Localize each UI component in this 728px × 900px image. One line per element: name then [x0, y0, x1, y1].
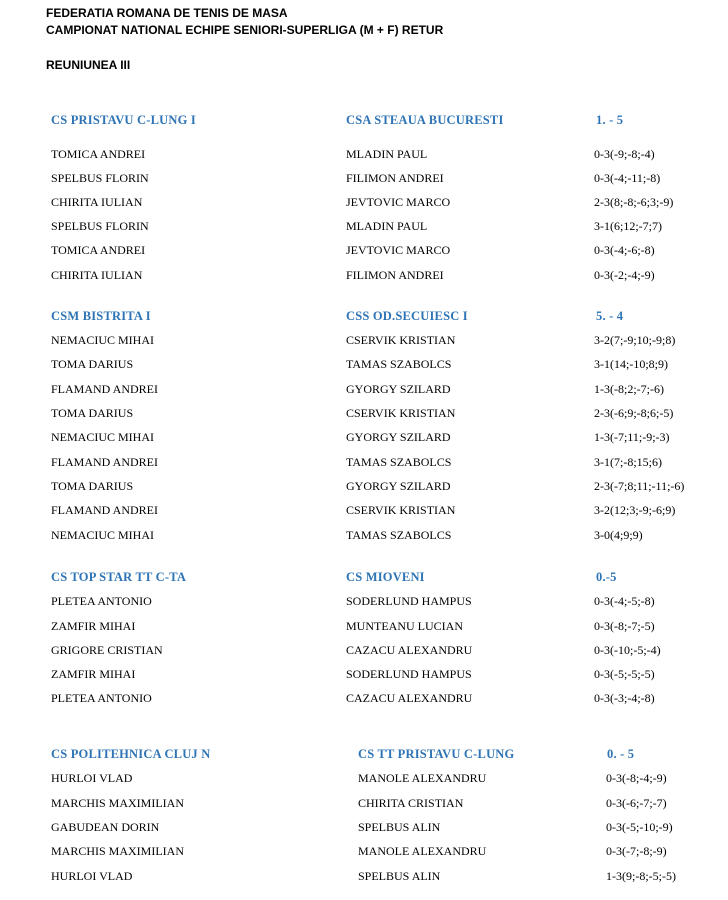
game-row [0, 217, 728, 235]
match-score: 0.-5 [596, 570, 617, 584]
away-player: FILIMON ANDREI [346, 268, 444, 282]
game-result: 3-2(7;-9;10;-9;8) [594, 333, 676, 347]
home-team: CS TOP STAR TT C-TA [51, 570, 187, 584]
game-result: 2-3(-7;8;11;-11;-6) [594, 479, 685, 493]
game-row [0, 592, 728, 610]
game-row [0, 689, 728, 707]
game-row [0, 665, 728, 683]
federation-title: FEDERATIA ROMANA DE TENIS DE MASA [46, 6, 288, 20]
game-result: 0-3(-10;-5;-4) [594, 643, 661, 657]
game-row [0, 477, 728, 495]
home-player: TOMA DARIUS [51, 406, 134, 420]
game-row [0, 818, 728, 836]
game-result: 3-2(12;3;-9;-6;9) [594, 503, 676, 517]
game-row [0, 501, 728, 519]
home-player: FLAMAND ANDREI [51, 503, 159, 517]
game-result: 2-3(8;-8;-6;3;-9) [594, 195, 674, 209]
game-row [0, 169, 728, 187]
away-player: CHIRITA CRISTIAN [358, 796, 464, 810]
home-player: TOMICA ANDREI [51, 243, 146, 257]
match-score: 1. - 5 [596, 113, 624, 127]
home-player: ZAMFIR MIHAI [51, 667, 136, 681]
home-player: CHIRITA IULIAN [51, 268, 143, 282]
championship-title: CAMPIONAT NATIONAL ECHIPE SENIORI-SUPERLIGA (M + F) RETUR [46, 23, 444, 37]
home-team: CSM BISTRITA I [51, 309, 151, 323]
away-player: TAMAS SZABOLCS [346, 528, 452, 542]
home-player: FLAMAND ANDREI [51, 382, 159, 396]
game-row [0, 266, 728, 284]
game-result: 3-1(14;-10;8;9) [594, 357, 668, 371]
away-player: MANOLE ALEXANDRU [358, 771, 487, 785]
game-result: 0-3(-2;-4;-9) [594, 268, 655, 282]
home-player: PLETEA ANTONIO [51, 691, 152, 705]
home-player: GRIGORE CRISTIAN [51, 643, 163, 657]
game-result: 3-1(6;12;-7;7) [594, 219, 662, 233]
team-heading-row [0, 568, 728, 586]
game-result: 0-3(-4;-5;-8) [594, 594, 655, 608]
home-player: SPELBUS FLORIN [51, 171, 149, 185]
home-player: PLETEA ANTONIO [51, 594, 152, 608]
home-player: NEMACIUC MIHAI [51, 430, 154, 444]
game-row [0, 794, 728, 812]
game-row [0, 355, 728, 373]
home-player: HURLOI VLAD [51, 771, 133, 785]
game-result: 0-3(-8;-4;-9) [606, 771, 667, 785]
game-result: 0-3(-5;-10;-9) [606, 820, 673, 834]
game-row [0, 193, 728, 211]
game-result: 1-3(-7;11;-9;-3) [594, 430, 670, 444]
team-heading-row [0, 745, 728, 763]
match-score: 5. - 4 [596, 309, 624, 323]
away-team: CS TT PRISTAVU C-LUNG [358, 747, 515, 761]
game-row [0, 769, 728, 787]
game-row [0, 617, 728, 635]
game-result: 0-3(-4;-6;-8) [594, 243, 655, 257]
game-row [0, 526, 728, 544]
away-player: MLADIN PAUL [346, 219, 428, 233]
game-result: 0-3(-5;-5;-5) [594, 667, 655, 681]
game-result: 0-3(-6;-7;-7) [606, 796, 667, 810]
home-team: CS PRISTAVU C-LUNG I [51, 113, 196, 127]
meeting-title: REUNIUNEA III [46, 58, 131, 72]
away-player: CSERVIK KRISTIAN [346, 333, 456, 347]
away-player: SODERLUND HAMPUS [346, 667, 472, 681]
home-player: CHIRITA IULIAN [51, 195, 143, 209]
away-player: JEVTOVIC MARCO [346, 243, 451, 257]
away-player: CAZACU ALEXANDRU [346, 691, 473, 705]
game-row [0, 241, 728, 259]
game-row [0, 641, 728, 659]
home-player: TOMICA ANDREI [51, 147, 146, 161]
away-player: SPELBUS ALIN [358, 820, 441, 834]
game-result: 1-3(-8;2;-7;-6) [594, 382, 664, 396]
away-player: TAMAS SZABOLCS [346, 357, 452, 371]
home-player: ZAMFIR MIHAI [51, 619, 136, 633]
game-result: 0-3(-7;-8;-9) [606, 844, 667, 858]
game-row [0, 404, 728, 422]
away-player: GYORGY SZILARD [346, 479, 451, 493]
away-team: CSA STEAUA BUCURESTI [346, 113, 504, 127]
game-result: 1-3(9;-8;-5;-5) [606, 869, 676, 883]
away-team: CSS OD.SECUIESC I [346, 309, 468, 323]
home-player: FLAMAND ANDREI [51, 455, 159, 469]
game-row [0, 842, 728, 860]
team-heading-row [0, 307, 728, 325]
away-player: TAMAS SZABOLCS [346, 455, 452, 469]
away-player: GYORGY SZILARD [346, 430, 451, 444]
away-player: CSERVIK KRISTIAN [346, 503, 456, 517]
match-score: 0. - 5 [607, 747, 635, 761]
game-result: 0-3(-9;-8;-4) [594, 147, 655, 161]
game-result: 3-1(7;-8;15;6) [594, 455, 662, 469]
game-row [0, 331, 728, 349]
game-row [0, 428, 728, 446]
home-player: MARCHIS MAXIMILIAN [51, 844, 185, 858]
game-row [0, 380, 728, 398]
game-row [0, 453, 728, 471]
game-result: 0-3(-8;-7;-5) [594, 619, 655, 633]
away-player: CSERVIK KRISTIAN [346, 406, 456, 420]
team-heading-row [0, 111, 728, 129]
home-player: SPELBUS FLORIN [51, 219, 149, 233]
home-player: HURLOI VLAD [51, 869, 133, 883]
game-result: 0-3(-4;-11;-8) [594, 171, 661, 185]
away-player: SPELBUS ALIN [358, 869, 441, 883]
home-player: MARCHIS MAXIMILIAN [51, 796, 185, 810]
away-player: GYORGY SZILARD [346, 382, 451, 396]
home-player: TOMA DARIUS [51, 357, 134, 371]
game-result: 0-3(-3;-4;-8) [594, 691, 655, 705]
game-row [0, 145, 728, 163]
game-result: 3-0(4;9;9) [594, 528, 643, 542]
away-team: CS MIOVENI [346, 570, 425, 584]
away-player: MUNTEANU LUCIAN [346, 619, 463, 633]
away-player: MANOLE ALEXANDRU [358, 844, 487, 858]
game-row [0, 867, 728, 885]
home-player: NEMACIUC MIHAI [51, 528, 154, 542]
away-player: MLADIN PAUL [346, 147, 428, 161]
home-team: CS POLITEHNICA CLUJ N [51, 747, 211, 761]
home-player: TOMA DARIUS [51, 479, 134, 493]
away-player: SODERLUND HAMPUS [346, 594, 472, 608]
home-player: NEMACIUC MIHAI [51, 333, 154, 347]
away-player: JEVTOVIC MARCO [346, 195, 451, 209]
game-result: 2-3(-6;9;-8;6;-5) [594, 406, 674, 420]
home-player: GABUDEAN DORIN [51, 820, 160, 834]
away-player: CAZACU ALEXANDRU [346, 643, 473, 657]
away-player: FILIMON ANDREI [346, 171, 444, 185]
